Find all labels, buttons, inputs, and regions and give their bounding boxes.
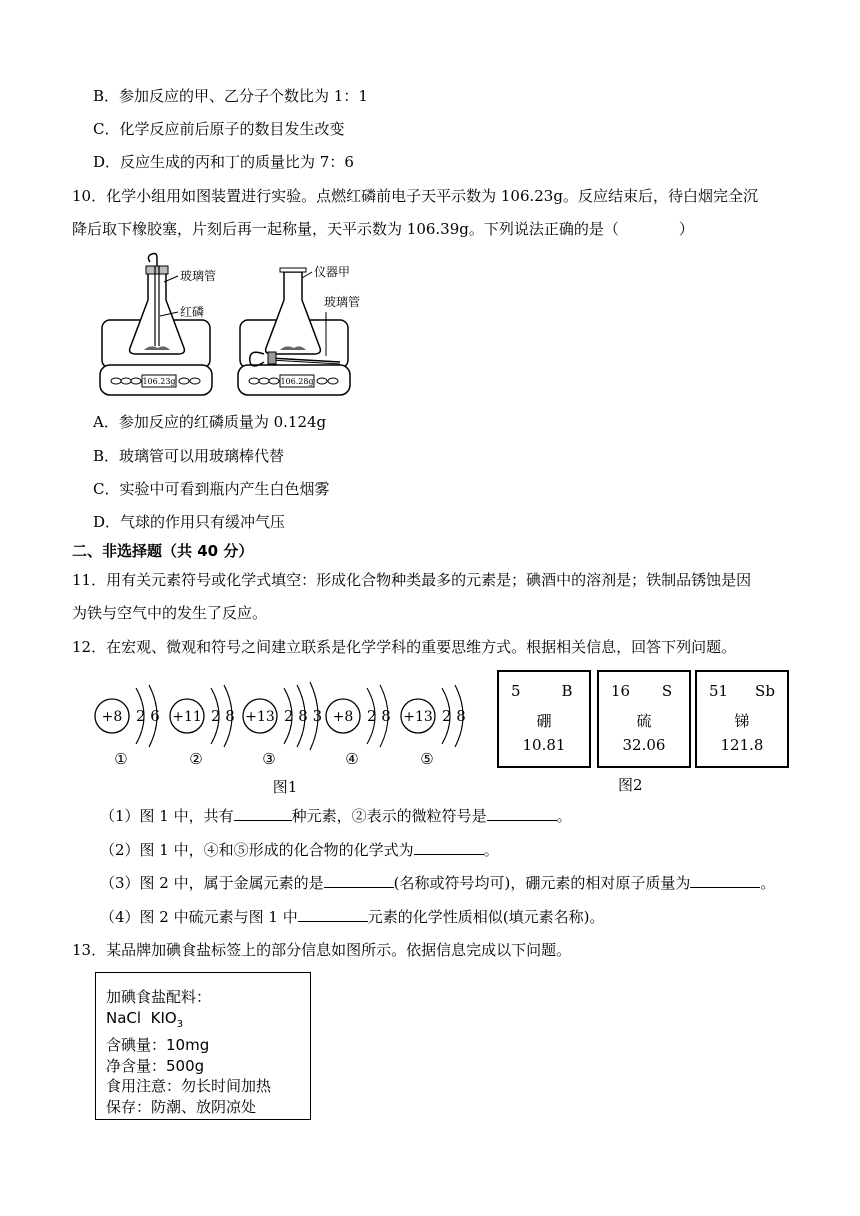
nucleus-charge: +13 bbox=[245, 709, 275, 725]
label-kio-subscript: 3 bbox=[176, 1018, 184, 1030]
left-balance-reading: 106.23g bbox=[142, 377, 176, 386]
label-kio: KIO bbox=[150, 1008, 177, 1027]
element-name: 硼 bbox=[536, 712, 552, 730]
element-number: 16 bbox=[611, 682, 631, 700]
label-storage: 保存：防潮、放阴凉处 bbox=[106, 1097, 257, 1116]
fig2-caption: 图2 bbox=[618, 776, 643, 794]
element-name: 锑 bbox=[734, 712, 750, 730]
element-card-2 bbox=[597, 670, 691, 768]
left-tube-label: 玻璃管 bbox=[180, 269, 217, 283]
q12-intro: 12．在宏观、微观和符号之间建立联系是化学学科的重要思维方式。根据相关信息，回答下列问题。 bbox=[72, 638, 737, 656]
q11-line2: 为铁与空气中的发生了反应。 bbox=[72, 604, 268, 622]
q9-option-d: D．反应生成的丙和丁的质量比为 7：6 bbox=[93, 153, 354, 171]
element-number: 51 bbox=[709, 682, 729, 700]
label-net-content: 净含量：500g bbox=[106, 1056, 205, 1075]
left-flask bbox=[130, 254, 185, 355]
particle-4 bbox=[326, 685, 391, 768]
q12-sub2-text-b: 形成的化合物的化学式为 bbox=[248, 841, 414, 859]
fig1-caption: 图1 bbox=[272, 778, 298, 796]
element-mass: 10.81 bbox=[522, 736, 566, 754]
q12-sub2-text-a: （2）图 1 中， bbox=[100, 841, 204, 859]
electron-counts: 2 8 bbox=[211, 707, 235, 725]
q12-sub2 bbox=[100, 840, 499, 860]
q10-option-b: B．玻璃管可以用玻璃棒代替 bbox=[93, 447, 285, 465]
q12-sub3-blank-1[interactable] bbox=[324, 873, 394, 888]
right-tube-label: 玻璃管 bbox=[324, 295, 361, 309]
q12-sub2-and: 和 bbox=[218, 841, 234, 859]
q12-sub4-blank[interactable] bbox=[298, 907, 368, 922]
q12-sub1-circled-2: ② bbox=[351, 807, 367, 825]
particle-label: ⑤ bbox=[420, 750, 434, 768]
q12-sub4-text-b: 元素的化学性质相似(填元素名称)。 bbox=[367, 908, 605, 926]
q12-sub1-text-a: （1）图 1 中，共有 bbox=[100, 807, 234, 825]
element-symbol: Sb bbox=[755, 682, 775, 700]
label-usage-note: 食用注意：勿长时间加热 bbox=[106, 1077, 272, 1095]
apparatus-a-label: 仪器甲 bbox=[314, 265, 351, 279]
element-symbol: B bbox=[561, 682, 573, 700]
q9-option-c: C．化学反应前后原子的数目发生改变 bbox=[93, 120, 345, 138]
q12-sub1-blank-2[interactable] bbox=[487, 806, 557, 821]
nucleus-charge: +13 bbox=[403, 709, 433, 725]
q12-sub3-blank-2[interactable] bbox=[690, 873, 760, 888]
q12-sub3 bbox=[100, 873, 775, 893]
nucleus-charge: +8 bbox=[101, 709, 123, 725]
label-iodine-content: 含碘量：10mg bbox=[106, 1036, 210, 1054]
q10-stem-line1: 10．化学小组用如图装置进行实验。点燃红磷前电子天平示数为 106.23g。反应结束后，待白烟完全沉 bbox=[72, 187, 758, 205]
particle-3 bbox=[243, 682, 322, 768]
electron-counts: 2 8 3 bbox=[284, 707, 323, 725]
q12-sub3-text-b: (名称或符号均可)，硼元素的相对原子质量为 bbox=[393, 874, 691, 892]
q12-sub4 bbox=[100, 907, 604, 927]
q12-sub1 bbox=[100, 806, 572, 826]
label-nacl: NaCl bbox=[106, 1008, 142, 1027]
particle-label: ① bbox=[114, 750, 128, 768]
q12-sub1-text-b: 种元素， bbox=[291, 807, 352, 825]
nucleus-charge: +8 bbox=[332, 709, 354, 725]
element-mass: 121.8 bbox=[720, 736, 764, 754]
q10-apparatus-figure bbox=[98, 250, 378, 400]
element-symbol: S bbox=[661, 682, 673, 700]
q10-stem-line2: 降后取下橡胶塞，片刻后再一起称量，天平示数为 106.39g。下列说法正确的是（ ） bbox=[72, 220, 694, 238]
particle-5 bbox=[401, 685, 466, 768]
q12-sub3-text-a: （3）图 2 中，属于金属元素的是 bbox=[100, 874, 324, 892]
label-title: 加碘食盐配料： bbox=[106, 988, 212, 1006]
element-mass: 32.06 bbox=[622, 736, 666, 754]
element-card-3 bbox=[695, 670, 789, 768]
electron-counts: 2 8 bbox=[442, 707, 466, 725]
q12-sub2-circled-5: ⑤ bbox=[233, 841, 249, 859]
q12-sub1-text-c: 表示的微粒符号是 bbox=[366, 807, 487, 825]
element-number: 5 bbox=[511, 682, 521, 700]
label-ingredients bbox=[106, 1008, 310, 1036]
red-phosphorus-label: 红磷 bbox=[180, 305, 205, 319]
particle-2 bbox=[170, 685, 235, 768]
q12-sub2-circled-4: ④ bbox=[203, 841, 219, 859]
q13-intro: 13．某品牌加碘食盐标签上的部分信息如图所示。依据信息完成以下问题。 bbox=[72, 941, 572, 959]
fig2-element-cards bbox=[497, 670, 792, 770]
particle-label: ④ bbox=[345, 750, 359, 768]
fig1-atomic-structures bbox=[90, 668, 480, 798]
q12-sub2-end: 。 bbox=[483, 841, 499, 859]
q10-option-d: D．气球的作用只有缓冲气压 bbox=[93, 513, 286, 531]
section-heading: 二、非选择题（共 40 分） bbox=[72, 542, 254, 560]
q12-sub2-blank[interactable] bbox=[414, 840, 484, 855]
q12-sub4-text-a: （4）图 2 中硫元素与图 1 中 bbox=[100, 908, 298, 926]
particle-1 bbox=[95, 685, 160, 768]
q12-sub1-blank-1[interactable] bbox=[234, 806, 292, 821]
q10-option-c: C．实验中可看到瓶内产生白色烟雾 bbox=[93, 480, 330, 498]
nucleus-charge: +11 bbox=[172, 709, 202, 725]
particle-label: ② bbox=[189, 750, 203, 768]
iodized-salt-label bbox=[95, 972, 311, 1120]
element-name: 硫 bbox=[636, 712, 652, 730]
q10-option-a: A．参加反应的红磷质量为 0.124g bbox=[93, 413, 327, 431]
q11-line1: 11．用有关元素符号或化学式填空：形成化合物种类最多的元素是；碘酒中的溶剂是；铁制品锈蚀是因 bbox=[72, 571, 752, 589]
electron-counts: 2 8 bbox=[367, 707, 391, 725]
q12-sub1-end: 。 bbox=[556, 807, 572, 825]
particle-label: ③ bbox=[262, 750, 276, 768]
q12-sub3-end: 。 bbox=[760, 874, 776, 892]
electron-counts: 2 6 bbox=[136, 707, 160, 725]
q9-option-b: B．参加反应的甲、乙分子个数比为 1：1 bbox=[93, 87, 368, 105]
right-balance-reading: 106.28g bbox=[280, 377, 314, 386]
element-card-1 bbox=[497, 670, 591, 768]
